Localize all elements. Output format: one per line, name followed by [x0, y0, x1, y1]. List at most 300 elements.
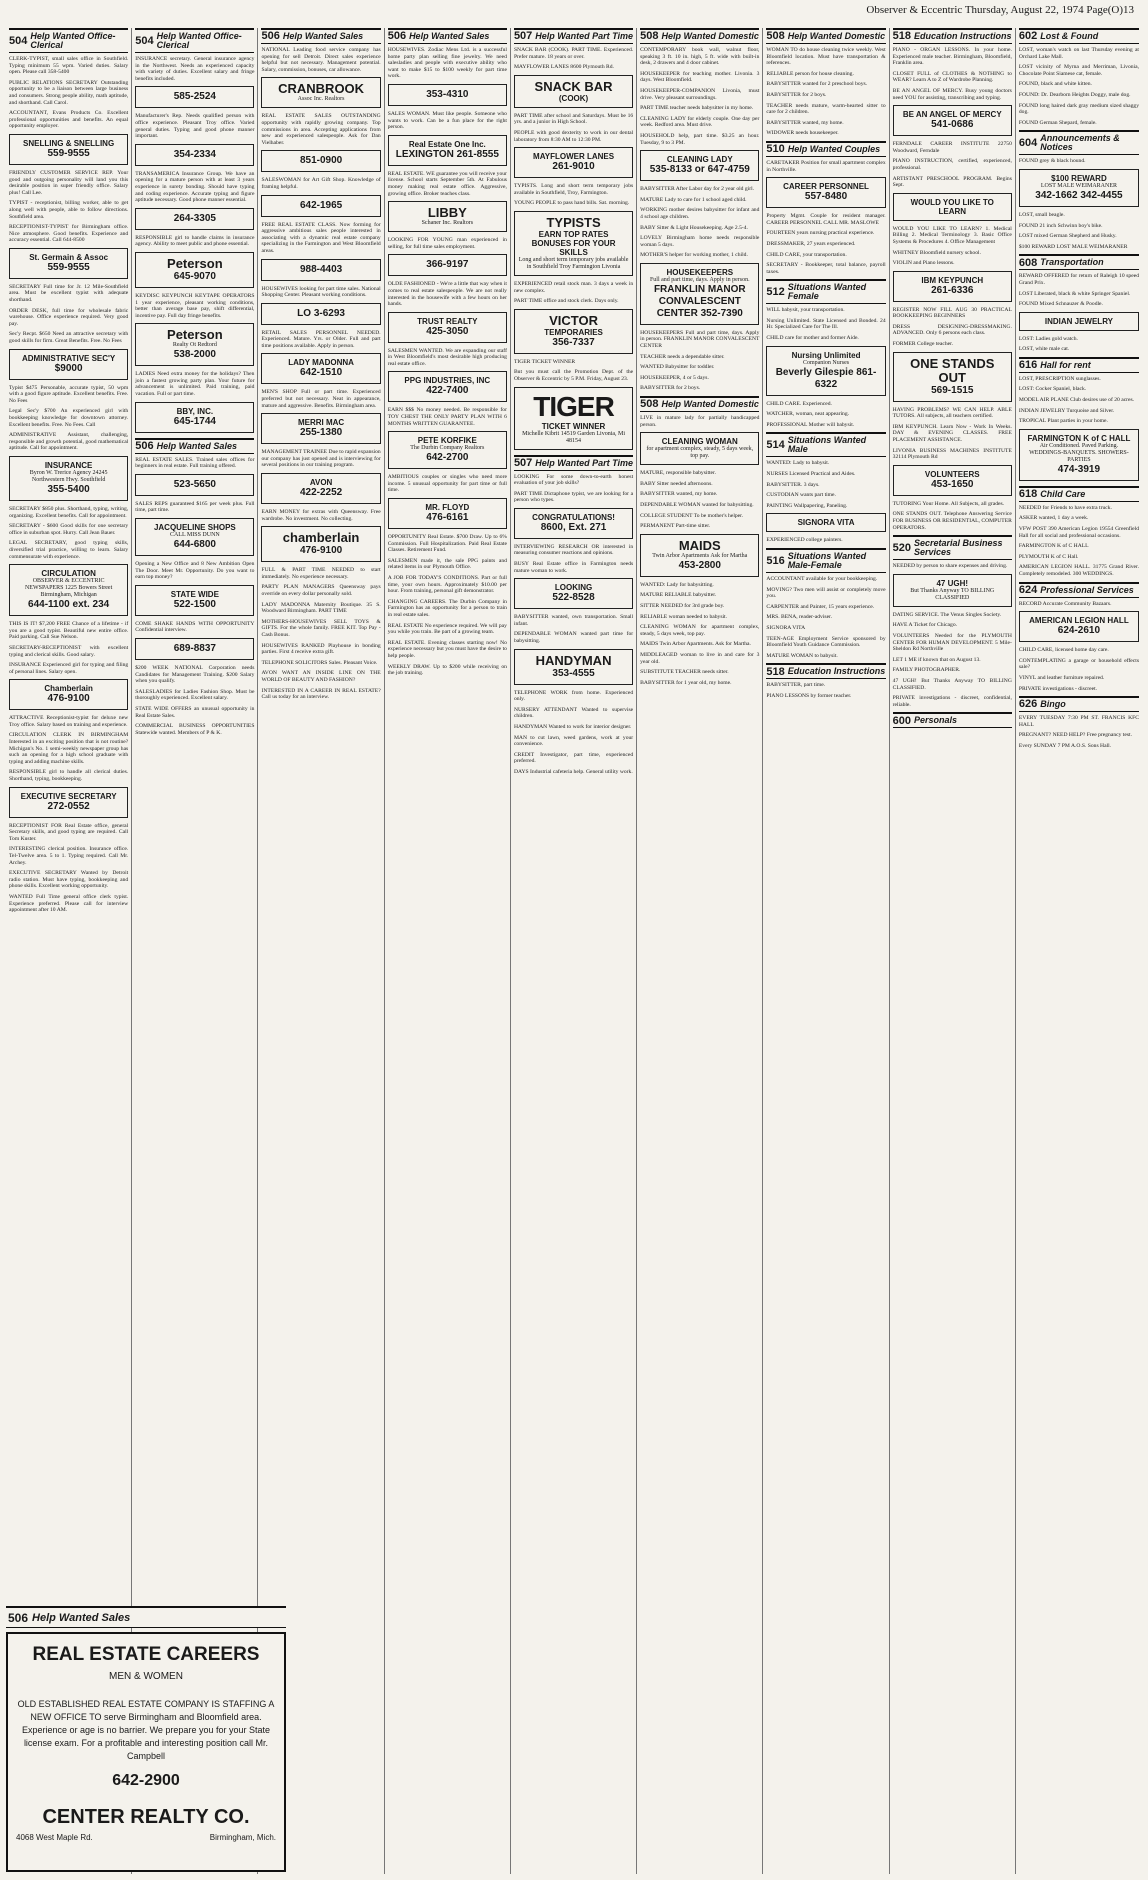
- box-big-text: ONE STANDS OUT: [910, 355, 995, 385]
- classified-ad: WILL babysit, your transportation.: [766, 307, 845, 314]
- section-number: 626: [1018, 698, 1038, 711]
- classified-ad: RELIABLE woman needed to babysit.: [640, 613, 728, 620]
- box-mid-text: CLEANING WOMAN: [661, 437, 738, 447]
- display-ad-box: [261, 526, 380, 562]
- display-ad-box: [261, 195, 380, 217]
- box-mid-text: TEMPORARIES: [544, 327, 603, 337]
- classified-ad: MAYFLOWER LANES 8600 Plymouth Rd.: [513, 64, 614, 71]
- display-ad-box: [766, 346, 885, 396]
- classified-ad: $200 WEEK NATIONAL Corporation needs Candidates for Management Training. $200 Salary when you qualify.: [135, 665, 255, 685]
- classified-ad: INDIAN JEWELRY Turquoise and Silver.: [1018, 407, 1115, 414]
- display-ad-box: [640, 150, 759, 181]
- box-mid-text: PETE KORFIKE: [417, 436, 477, 446]
- box-phone-text: 422-2252: [299, 487, 343, 499]
- display-ad-box: [893, 465, 1012, 496]
- classified-ad: HAVE A Ticket for Chicago.: [892, 622, 958, 629]
- box-phone-text: 261-9010: [552, 161, 595, 173]
- box-big-text: SNACK BAR: [534, 78, 613, 94]
- classified-ad: LET 1 ME if known that on August 13.: [892, 656, 981, 663]
- classified-ad: ACCOUNTANT, Evans Products Co. Excellent professional opportunities and benefits. An equal opportunity employer.: [9, 110, 129, 130]
- box-phone-text: 559-9555: [47, 261, 90, 273]
- classified-ad: IBM KEYPUNCH. Learn Now - Work In Weeks. DAY & EVENING CLASSES. FREE PLACEMENT ASSISTANCE.: [892, 423, 1012, 444]
- banner-city: Birmingham, Mich.: [209, 1833, 276, 1842]
- classified-ad: FOURTEEN years nursing practical experience.: [766, 230, 875, 237]
- box-big-text: VICTOR: [549, 312, 598, 328]
- box-mid-text: TICKET WINNER: [541, 421, 606, 431]
- classified-ad: PARTY PLAN MANAGERS Queensway pays override on every dollar personally sold.: [261, 584, 381, 597]
- section-title: Situations Wanted Male-Female: [787, 551, 867, 570]
- box-big-text: LIBBY: [427, 205, 467, 221]
- classified-ad: CLEANING WOMAN for apartment complex, steady, 5 days week, top pay.: [640, 624, 760, 637]
- box-small-text: Realty Ot Redtord: [172, 342, 217, 349]
- section-header: [1019, 28, 1139, 44]
- box-small-text: Michelle Kibrit 14519 Garden Livonia, Mi 48154: [522, 430, 626, 444]
- box-mid-text: Nursing Unlimited: [791, 350, 861, 360]
- classified-ad: Every SUNDAY 7 PM A.O.S. Sons Hall.: [1018, 742, 1112, 749]
- classified-ad: HOUSEWIVES. Zodiac Mens Ltd. is a successful home party plan selling fine jewelry. We need salesladies and people with executive ability who want to make $15 to $100 weekly for part time work.: [387, 47, 507, 80]
- box-small-text: Schaner Inc. Realtors: [421, 220, 474, 227]
- classified-ad: ATTRACTIVE Receptionist-typist for deluxe new Troy office. Salary based on training and experience.: [9, 715, 129, 728]
- box-mid-text: WOULD YOU LIKE TO LEARN: [910, 197, 994, 216]
- box-small-text: for apartment complex, steady, 5 days week, top pay.: [646, 446, 754, 460]
- classified-ad: HANDYMAN Wanted to work for interior designer.: [513, 724, 632, 730]
- classified-ad: NEEDED for Friends to have extra truck.: [1018, 504, 1112, 511]
- section-title: Help Wanted Domestic: [661, 31, 759, 41]
- section-number: 506: [261, 30, 280, 43]
- classified-ad: CHANGING CAREERS. The Durbin Company in Farmington has an opportunity for a person to train in real estate sales.: [387, 598, 507, 618]
- section-title: Secretarial Business Services: [914, 538, 1003, 558]
- box-big-text: HANDYMAN: [535, 652, 612, 668]
- section-header: [893, 28, 1012, 44]
- display-ad-box: [514, 578, 633, 609]
- classified-ad: Typist $475 Personable, accurate typist, 50 wpm with a good figure aptitude. Excellent benefits. Free. No Fees: [9, 384, 129, 404]
- box-phone-text: 522-1500: [173, 598, 216, 610]
- classified-ad: RECEPTIONIST-TYPIST for Birmingham office. Nice atmosphere. Good benefits. Experience and accuracy essential. Call 644-8500: [9, 224, 129, 244]
- box-phone-text: 523-5650: [173, 478, 216, 490]
- classified-ad: CONTEMPLATING a garage or household effects sale?: [1018, 657, 1139, 671]
- classified-ad: PART TIME teacher needs babysitter in my home.: [640, 105, 754, 112]
- classified-ad: NURSES Licensed Practical and Aides.: [766, 471, 856, 478]
- classified-ad: FOUND Mixed Schnauzer & Poodle.: [1018, 301, 1103, 308]
- display-ad-box: [388, 84, 507, 106]
- display-ad-box: [1019, 312, 1139, 331]
- classified-ad: LOST: Ladies gold watch.: [1018, 335, 1078, 342]
- display-ad-box: [514, 508, 633, 539]
- section-header: [1019, 130, 1139, 155]
- classified-ad: Opening a New Office and 8 New Ambition Open The Door. Meet Mr. Opportunity. Do you want to earn top money?: [135, 561, 255, 581]
- section-number: 602: [1018, 30, 1038, 43]
- masthead: Observer & Eccentric Thursday, August 22, 1974 Page(O)13: [866, 4, 1134, 16]
- section-title: Transportation: [1040, 257, 1104, 268]
- classified-ad: CREDIT Investigator, part time, experienced preferred.: [513, 751, 634, 765]
- classified-ad: PROFESSIONAL Mother will babysit.: [766, 421, 855, 428]
- classified-ad: DRESS DESIGNING-DRESSMAKING. ADVANCED. Only 6 persons each class.: [892, 323, 1012, 337]
- classified-ad: WANTED Full Time general office clerk typist. Experience preferred. Please call for interview appointment after 10 AM.: [9, 893, 129, 914]
- section-header: [1019, 582, 1139, 598]
- classified-ad: CHILD care for mother and former Aide.: [766, 335, 859, 342]
- box-phone-text: 366-9197: [426, 259, 469, 271]
- box-mid-text: LOOKING: [554, 583, 593, 593]
- classified-ad: LIVONIA BUSINESS MACHINES INSTITUTE 32114 Plymouth Rd: [892, 447, 1012, 461]
- classified-ad: LOST, white male cat.: [1018, 346, 1070, 353]
- display-ad-box: [388, 431, 507, 469]
- classified-ad: BABYSITTER wanted, my home.: [766, 119, 844, 126]
- box-mid-text: IBM KEYPUNCH: [921, 275, 984, 285]
- classified-ad: HOUSEKEEPER-COMPANION Livonia, must drive. Very pleasant surroundings.: [640, 87, 760, 101]
- classified-ad: BABY Sitter & Light Housekeeping. Age 2.5-4.: [640, 224, 748, 231]
- classified-ad: COME SHAKE HANDS WITH OPPORTUNITY Confidential interview.: [135, 620, 255, 634]
- banner-subtitle: MEN & WOMEN: [109, 1671, 183, 1682]
- section-header: [135, 438, 254, 454]
- section-number: 624: [1018, 583, 1038, 596]
- classified-ad: EARN $$$ No money needed. Be responsible for TOY CHEST THE ONLY PARTY PLAN WITH 6 MONTHS WRITTEN GUARANTEE.: [387, 407, 507, 427]
- box-phone-text: LEXINGTON 261-8555: [395, 148, 499, 160]
- display-ad-box: [261, 353, 380, 384]
- box-big-text: Peterson: [167, 327, 223, 343]
- display-ad-box: [388, 201, 507, 232]
- box-mid-text: JACQUELINE SHOPS: [153, 523, 236, 533]
- classified-ad: WEEKLY DRAW. Up to $200 while receiving on the job training.: [387, 663, 507, 677]
- box-mid-text: 47 UGH!: [936, 578, 969, 588]
- box-phone-text: 585-2524: [173, 91, 216, 103]
- classified-ad: HAVING PROBLEMS? WE CAN HELP. ABLE TUTORS. All subjects, all teachers certified.: [892, 406, 1012, 420]
- classified-ad: LOST vicinity of Myrna and Merriman, Livonia, Chocolate Point Siamese cat, female.: [1018, 64, 1139, 77]
- classified-ad: MATURE WOMAN to babysit.: [766, 652, 838, 659]
- box-phone-text: 644-1100 ext. 234: [28, 599, 110, 611]
- classified-ad: BABYSITTER wanted, own transportation. Small infant.: [513, 614, 634, 627]
- box-big-text: Peterson: [167, 255, 223, 271]
- box-big-text: chamberlain: [282, 530, 360, 546]
- box-mid-text: SNELLING & SNELLING: [23, 138, 115, 148]
- classified-ad: WANTED Babysitter for toddler.: [640, 364, 715, 371]
- section-title: Help Wanted Domestic: [787, 31, 886, 41]
- classified-ad: RECEPTIONIST FOR Real Estate office, general Secretary skills, and good typing are required. Call Tom Kuster.: [9, 822, 129, 842]
- box-mid-text: $100 REWARD: [1051, 173, 1107, 183]
- classified-ad: YOUNG PEOPLE to pass hand bills. Sat. morning.: [513, 200, 630, 207]
- box-phone-text: 541-0686: [931, 119, 974, 131]
- box-phone-text: 642-2700: [426, 452, 469, 464]
- box-mid-text: AMERICAN LEGION HALL: [1029, 616, 1129, 626]
- classified-ad: ASKER wanted, 1 day a week.: [1018, 515, 1089, 522]
- classified-ad: REAL ESTATE. WE guarantee you will receive your license. School starts September 5th. At Fabulous money making real estate office. Aggressive, growing office. Broker teaches class.: [387, 170, 507, 197]
- section-header: [640, 28, 759, 44]
- display-ad-box: [261, 259, 380, 281]
- section-number: 504: [135, 34, 154, 47]
- section-number: 600: [892, 714, 911, 727]
- classified-ad: THIS IS IT! $7,200 FREE Chance of a lifetime - if you are a good typist. Beautiful new entire office. Paid parking. Call Sue Nelson.: [9, 621, 129, 641]
- box-small-text: Assoc Inc. Realtors: [297, 96, 345, 103]
- box-phone-text: 476-9100: [299, 545, 343, 557]
- display-ad-box: [1019, 169, 1139, 207]
- display-ad-box: [135, 208, 254, 230]
- display-ad-box: [893, 574, 1012, 607]
- classified-ad: SALESLADIES for Ladies Fashion Shop. Must be thoroughly experienced. Excellent salary.: [135, 688, 255, 702]
- box-phone-text: 425-3050: [426, 325, 469, 337]
- classified-ad: ORDER DESK, full time for wholesale fabric warehouse. Office experience required. Very good pay.: [9, 307, 129, 327]
- classified-ad: LOST Liberated, black & white Springer Spaniel.: [1018, 290, 1131, 297]
- classified-ad: SNACK BAR (COOK). PART TIME. Experienced. Prefer mature. 18 years or over.: [513, 47, 634, 60]
- classified-ad: HOUSEKEEPERS Full and part time, days. Apply in person. FRANKLIN MANOR CONVALESCENT CENTER: [640, 329, 760, 350]
- classified-ad: TEACHER needs mature, warm-hearted sitter to care for 2 children.: [766, 102, 886, 116]
- classified-ad: BABYSITTER for 2 boys.: [766, 91, 827, 98]
- box-small-text: Air Conditioned. Paved Parking. WEDDINGS-BANQUETS. SHOWERS-PARTIES: [1029, 442, 1129, 463]
- box-mid-text: CLEANING LADY: [666, 155, 733, 165]
- box-big-text: MAIDS: [678, 537, 721, 553]
- classified-ad: BABYSITTER wanted for 2 preschool boys.: [766, 81, 868, 88]
- classified-ad: INSURANCE secretary. General insurance agency in the Northwest. Needs an experienced capacity with variety of duties. Excellent salary and fringe benefits included.: [135, 56, 255, 82]
- display-ad-box: [514, 75, 633, 108]
- section-header: [1019, 357, 1139, 373]
- classified-ad: FULL & PART TIME NEEDED to start immediately. No experience necessary.: [261, 567, 381, 580]
- section-number: 507: [513, 456, 533, 469]
- box-mid-text: (COOK): [558, 93, 589, 103]
- box-mid-text: Chamberlain: [44, 684, 93, 694]
- box-mid-text: VOLUNTEERS: [924, 469, 980, 479]
- section-header: [766, 28, 885, 44]
- section-number: 507: [513, 30, 533, 43]
- classified-ad: PART TIME after school and Saturdays. Must be 16 yrs. and a junior in High School.: [513, 112, 634, 126]
- box-mid-text: INDIAN JEWELRY: [1044, 316, 1114, 326]
- display-ad-box: [388, 254, 507, 276]
- classified-ad: RESPONSIBLE girl to handle all clerical duties. Shorthand, typing, bookkeeping.: [9, 769, 129, 783]
- classified-ad: MAIDS Twin Arbor Apartments. Ask for Martha.: [640, 641, 751, 648]
- classified-ad: 47 UGH! But Thanks Anyway TO BILLING CLASSIFIED.: [892, 677, 1012, 691]
- section-title: Personals: [914, 715, 958, 726]
- classified-column: [6, 28, 132, 1874]
- section-number: 520: [892, 541, 911, 554]
- banner-address-row: [16, 1833, 276, 1843]
- section-title: Bingo: [1040, 699, 1066, 710]
- classified-ad: LOST, small beagle.: [1018, 211, 1065, 218]
- box-phone-text: 535-8133 or 647-4759: [649, 164, 750, 176]
- display-ad-box: [9, 456, 128, 501]
- section-title: Education Instructions: [914, 31, 1012, 41]
- section-number: 508: [640, 398, 659, 411]
- section-header: [766, 663, 885, 679]
- section-title: Hall for rent: [1040, 359, 1091, 370]
- box-phone-text: $9000: [54, 362, 83, 374]
- classified-ad: PLYMOUTH K of C Hall.: [1018, 553, 1079, 560]
- classified-ad: EARN MONEY for extras with Queensway. Free wardrobe. No investment. No collecting.: [261, 509, 381, 522]
- box-phone-text: 8600, Ext. 271: [540, 521, 607, 533]
- box-phone-text: 557-8480: [804, 191, 848, 203]
- box-small-text: Long and short term temporary jobs available in Southfield Troy Farmington Livonia: [518, 256, 629, 270]
- classified-ad: OPPORTUNITY Real Estate. $700 Draw. Up to 6% Commission. Full Hospitalization. Paid Real Estate Classes. Retirement Fund.: [387, 534, 507, 554]
- box-mid-text: CAREER PERSONNEL: [783, 182, 869, 192]
- classified-ad: FOUND 21 inch Schwinn boy's bike.: [1018, 222, 1103, 229]
- classified-ad: TIGER TICKET WINNER: [513, 358, 576, 365]
- classified-ad: EXPERIENCED college painters.: [766, 537, 843, 544]
- classified-ad: BABYSITTER for 1 year old, my home.: [640, 679, 732, 686]
- classified-ad: SIGNORA VITA: [766, 624, 806, 631]
- classified-ad: CARETAKER Position for small apartment complex in Northville.: [766, 159, 886, 173]
- classified-ad: REGISTER NOW FILL AUG 30 PRACTICAL BOOKKEEPING BEGINNERS: [892, 306, 1012, 320]
- classified-ad: LEGAL SECRETARY, good typing skills, diversified trial practice, willing to learn. Salary commensurate with experience.: [9, 540, 129, 560]
- classified-ad: INTERVIEWING RESEARCH OR interested in measuring consumer reactions and opinions.: [513, 543, 634, 557]
- classified-ad: PIANO LESSONS by former teacher.: [766, 692, 852, 699]
- classified-ad: TROPICAL Plant parties in your home.: [1018, 418, 1108, 425]
- section-header: [640, 396, 759, 412]
- classified-ad: FOUND long haired dark gray medium sized shaggy dog.: [1018, 102, 1139, 116]
- display-ad-box: [640, 263, 759, 325]
- classified-ad: ARTISTANT PRESCHOOL PROGRAM. Begins Sept.: [892, 175, 1012, 189]
- display-ad-box: [9, 134, 128, 165]
- classified-ad: SECRETARY - Bookkeeper, total balance, payroll taxes.: [766, 262, 886, 275]
- classified-ad: WATCHER, woman, neat appearing.: [766, 411, 850, 418]
- box-small-text: OBSERVER & ECCENTRIC NEWSPAPERS 1225 Bowers Street Birmingham, Michigan: [24, 578, 113, 599]
- classified-ad: But you must call the Promotion Dept. of the Observer & Eccentric by 5 P.M. Friday, August 23.: [513, 369, 634, 382]
- classified-ad: WHITNEY Bloomfield nursery school.: [892, 249, 981, 256]
- classified-ad: CHILD CARE, your transportation.: [766, 251, 847, 258]
- banner-phone: 642-2900: [112, 1772, 180, 1789]
- box-mid-text: PPG INDUSTRIES, INC: [404, 376, 491, 386]
- section-header: [1019, 254, 1139, 270]
- classified-ad: MEN'S SHOP Full or part time. Experienced preferred but not necessary. Neat in appearance, mature and aggressive. Benefits. Birmingham area.: [261, 389, 381, 409]
- box-phone-text: 689-8837: [173, 643, 216, 654]
- banner-address: 4068 West Maple Rd.: [16, 1833, 93, 1842]
- display-ad-box: [261, 303, 380, 325]
- section-header: [766, 548, 885, 573]
- section-title: Help Wanted Office-Clerical: [156, 31, 242, 50]
- classified-columns: [6, 28, 1142, 1874]
- classified-ad: WANTED: Lady to babysit.: [766, 460, 830, 467]
- section-title: Education Instructions: [787, 666, 886, 677]
- classified-ad: FRIENDLY CUSTOMER SERVICE REP. Your good and outgoing personality will land you this desirable position in super friendly office. Salary plus! Call Lee.: [9, 169, 129, 196]
- classified-ad: LOST: Cocker Spaniel, black.: [1018, 386, 1087, 393]
- box-mid-text: EARN TOP RATES BONUSES FOR YOUR SKILLS: [531, 229, 616, 257]
- section-number: 604: [1018, 137, 1038, 150]
- classified-ad: A JOB FOR TODAY'S CONDITIONS. Part or full time, your own hours. Approximately $10.00 per hour. From training, personal gift demonstrator.: [387, 575, 507, 595]
- classified-ad: STATE WIDE OFFERS an unusual opportunity in Real Estate Sales.: [135, 705, 255, 719]
- display-ad-box: [766, 177, 885, 208]
- classified-ad: HOUSEHOLD help, part time. $3.25 an hour. Tuesday, 9 to 3 PM.: [640, 132, 760, 146]
- classified-ad: CLEANING LADY for elderly couple. One day per week. Redford area. Must drive.: [640, 115, 760, 129]
- classified-ad: MOVING? Two men will assist or completely move you.: [766, 586, 886, 600]
- classified-ad: FOUND, black and white kitten.: [1018, 81, 1092, 88]
- classified-ad: ADMINISTRATIVE Assistant, challenging, responsible and growth potential, good mathematical aptitude. Call for appointment.: [9, 432, 129, 452]
- section-number: 514: [766, 439, 785, 452]
- classified-ad: SUBSTITUTE TEACHER needs sitter.: [640, 669, 729, 676]
- classified-column: [763, 28, 889, 1874]
- box-phone-text: 353-4555: [552, 667, 595, 679]
- classified-ad: WORKING mother desires babysitter for infant and 4 school age children.: [640, 207, 760, 220]
- box-phone-text: 354-2334: [173, 148, 216, 160]
- display-ad-box: [9, 679, 128, 710]
- classified-ad: BABYSITTER After Labor day for 2 year old girl.: [640, 186, 755, 193]
- section-header: [766, 432, 885, 457]
- classified-ad: RESPONSIBLE girl to handle claims in insurance agency. Ability to meet public and phone essential.: [135, 234, 255, 248]
- section-number: 508: [640, 30, 659, 43]
- box-huge-text: TIGER: [533, 390, 614, 422]
- box-phone-text: 476-9100: [47, 693, 90, 705]
- box-mid-text: STATE WIDE: [170, 589, 219, 599]
- section-title: Help Wanted Part Time: [535, 457, 633, 468]
- display-ad-box: [9, 248, 128, 279]
- display-ad-box: [135, 144, 254, 166]
- classified-ad: MATURE RELIABLE babysitter.: [640, 592, 717, 599]
- classified-ad: SECRETARY-RECEPTIONIST with excellent typing and clerical skills. Good salary.: [9, 644, 129, 658]
- classified-ad: FOUND German Shepard, female.: [1018, 119, 1097, 126]
- classified-ad: PART TIME Dictaphone typist, we are looking for a person who types.: [513, 490, 634, 504]
- box-phone-text: 356-7337: [552, 336, 595, 348]
- classified-ad: AVON WANT AN INSIDE LINE ON THE WORLD OF BEAUTY AND FASHION?: [261, 670, 381, 683]
- classified-ad: LOST mixed German Shepherd and Husky.: [1018, 233, 1117, 240]
- box-phone-text: 353-4310: [426, 88, 469, 100]
- section-header: [388, 28, 507, 44]
- classified-ad: PREGNANT? NEED HELP? Free pregnancy test.: [1018, 732, 1132, 739]
- classified-ad: COMMERCIAL BUSINESS OPPORTUNITIES Statewide wanted. Members of P & K.: [135, 723, 255, 736]
- classified-ad: RECORD Accurate Community Bazaars.: [1018, 600, 1112, 607]
- display-ad-box: [9, 564, 128, 616]
- classified-ad: OLDE FASHIONED - We're a little that way when it comes to real estate salespeople. We are not really interested in the housewife with a few hours on her hands.: [387, 281, 507, 308]
- section-title: Help Wanted Part Time: [535, 31, 633, 41]
- classified-ad: TELEPHONE WORK from home. Experienced only.: [513, 689, 634, 703]
- classified-ad: MAN to cut lawn, weed gardens, work at your convenience.: [513, 734, 634, 748]
- classified-ad: MATURE Lady to care for 1 school aged child.: [640, 196, 747, 203]
- classified-column: [637, 28, 763, 1874]
- box-phone-text: LO 3-6293: [297, 307, 345, 319]
- classified-ad: SALES WOMAN. Must like people. Someone who wants to work. Can be a fun place for the right person.: [387, 110, 507, 131]
- box-small-text: LOST MALE WEIMARANER: [1040, 182, 1117, 189]
- box-phone-text: 569-1515: [931, 384, 974, 396]
- section-title: Help Wanted Domestic: [661, 399, 759, 410]
- section-number: 512: [766, 285, 785, 298]
- classified-ad: SALES REPS guaranteed $165 per week plus. Full time, part time.: [135, 500, 255, 514]
- classified-ad: CHILD CARE. Experienced.: [766, 400, 832, 407]
- classified-ad: PIANO INSTRUCTION, certified, experienced, professional.: [892, 158, 1012, 171]
- classified-ad: TELEPHONE SOLICITORS Sales. Pleasant Voice.: [261, 659, 378, 666]
- display-ad-box: [9, 787, 128, 818]
- box-phone-text: 422-7400: [426, 385, 469, 397]
- box-phone-text: 645-9070: [173, 270, 216, 282]
- banner-header-title: Help Wanted Sales: [32, 1611, 131, 1624]
- real-estate-careers-ad: [6, 1632, 286, 1872]
- classified-ad: DEPENDABLE WOMAN wanted part time for babysitting.: [513, 631, 634, 645]
- classified-ad: FERNDALE CAREER INSTITUTE 22750 Woodward, Ferndale: [892, 141, 1012, 154]
- section-header: [514, 28, 633, 44]
- box-phone-text: FRANKLIN MANOR CONVALESCENT CENTER 352-7390: [653, 283, 746, 319]
- display-ad-box: [640, 432, 759, 465]
- classified-ad: EXECUTIVE SECRETARY Wanted by Detroit radio station. Must have typing, bookkeeping and phone skills. Excellent working opportunity.: [9, 870, 129, 890]
- box-phone-text: 645-1744: [173, 415, 216, 427]
- banner-title: REAL ESTATE CAREERS: [32, 1644, 260, 1665]
- classified-column: [132, 28, 258, 1874]
- classified-ad: MATURE, responsible babysitter.: [640, 470, 716, 477]
- classified-ad: TEACHER needs a dependable sitter.: [640, 353, 725, 360]
- classified-ad: SECRETARY Full time for Jr. 12 Mile-Southfield area. Must be excellent typist with adequate shorthand.: [9, 283, 129, 304]
- display-ad-box: [135, 585, 254, 616]
- classified-ad: FREE REAL ESTATE CLASS. Now forming for aggressive ambitious sales people interested in associating with a dynamic real estate company specializing in the Farmington and West Bloomfield areas.: [261, 221, 381, 254]
- section-number: 618: [1018, 488, 1038, 501]
- display-ad-box: [514, 387, 633, 450]
- classified-ad: REAL ESTATE. Evening classes starting now! No experience necessary but you must have the desire to help people.: [387, 639, 507, 659]
- display-ad-box: [261, 473, 380, 504]
- classified-ad: ACCOUNTANT available for your bookkeeping.: [766, 576, 878, 582]
- classified-ad: Nursing Unlimited. State Licensed and Bonded. 24 Hr. Specialized Care for The Ill.: [766, 317, 886, 331]
- box-small-text: But Thanks Anyway TO BILLING CLASSIFIED: [910, 587, 995, 601]
- classified-ad: CLERK-TYPIST, small sales office in Southfield. Typing minimum 55 wpm. Varied duties. Salary open. Please call 358-5400: [9, 56, 129, 76]
- classified-ad: TRANSAMERICA Insurance Group. We have an opening for a mature person with at least 3 years experience in surety bonding. Should have typing and coding experience. Accurate typing and figure aptitude necessary. Good phone manner essential.: [135, 170, 255, 204]
- classified-ad: HOUSEKEEPER for teaching mother. Livonia. 3 days. West Bloomfield.: [640, 70, 760, 84]
- section-number: 518: [766, 665, 785, 678]
- box-small-text: Byron W. Trerice Agency 24245 Northwestern Hwy. Southfield: [29, 469, 108, 483]
- classified-ad: WOMAN TO do house cleaning twice weekly. West Bloomfield location. Must have transportation & references.: [766, 47, 886, 67]
- box-small-text: Full and part time, days. Apply in person.: [649, 276, 750, 283]
- display-ad-box: [135, 323, 254, 366]
- classified-ad: LOVELY Birmingham home needs responsible woman 5 days.: [640, 235, 760, 248]
- box-phone-text: 559-9555: [47, 147, 90, 159]
- display-ad-box: [135, 402, 254, 433]
